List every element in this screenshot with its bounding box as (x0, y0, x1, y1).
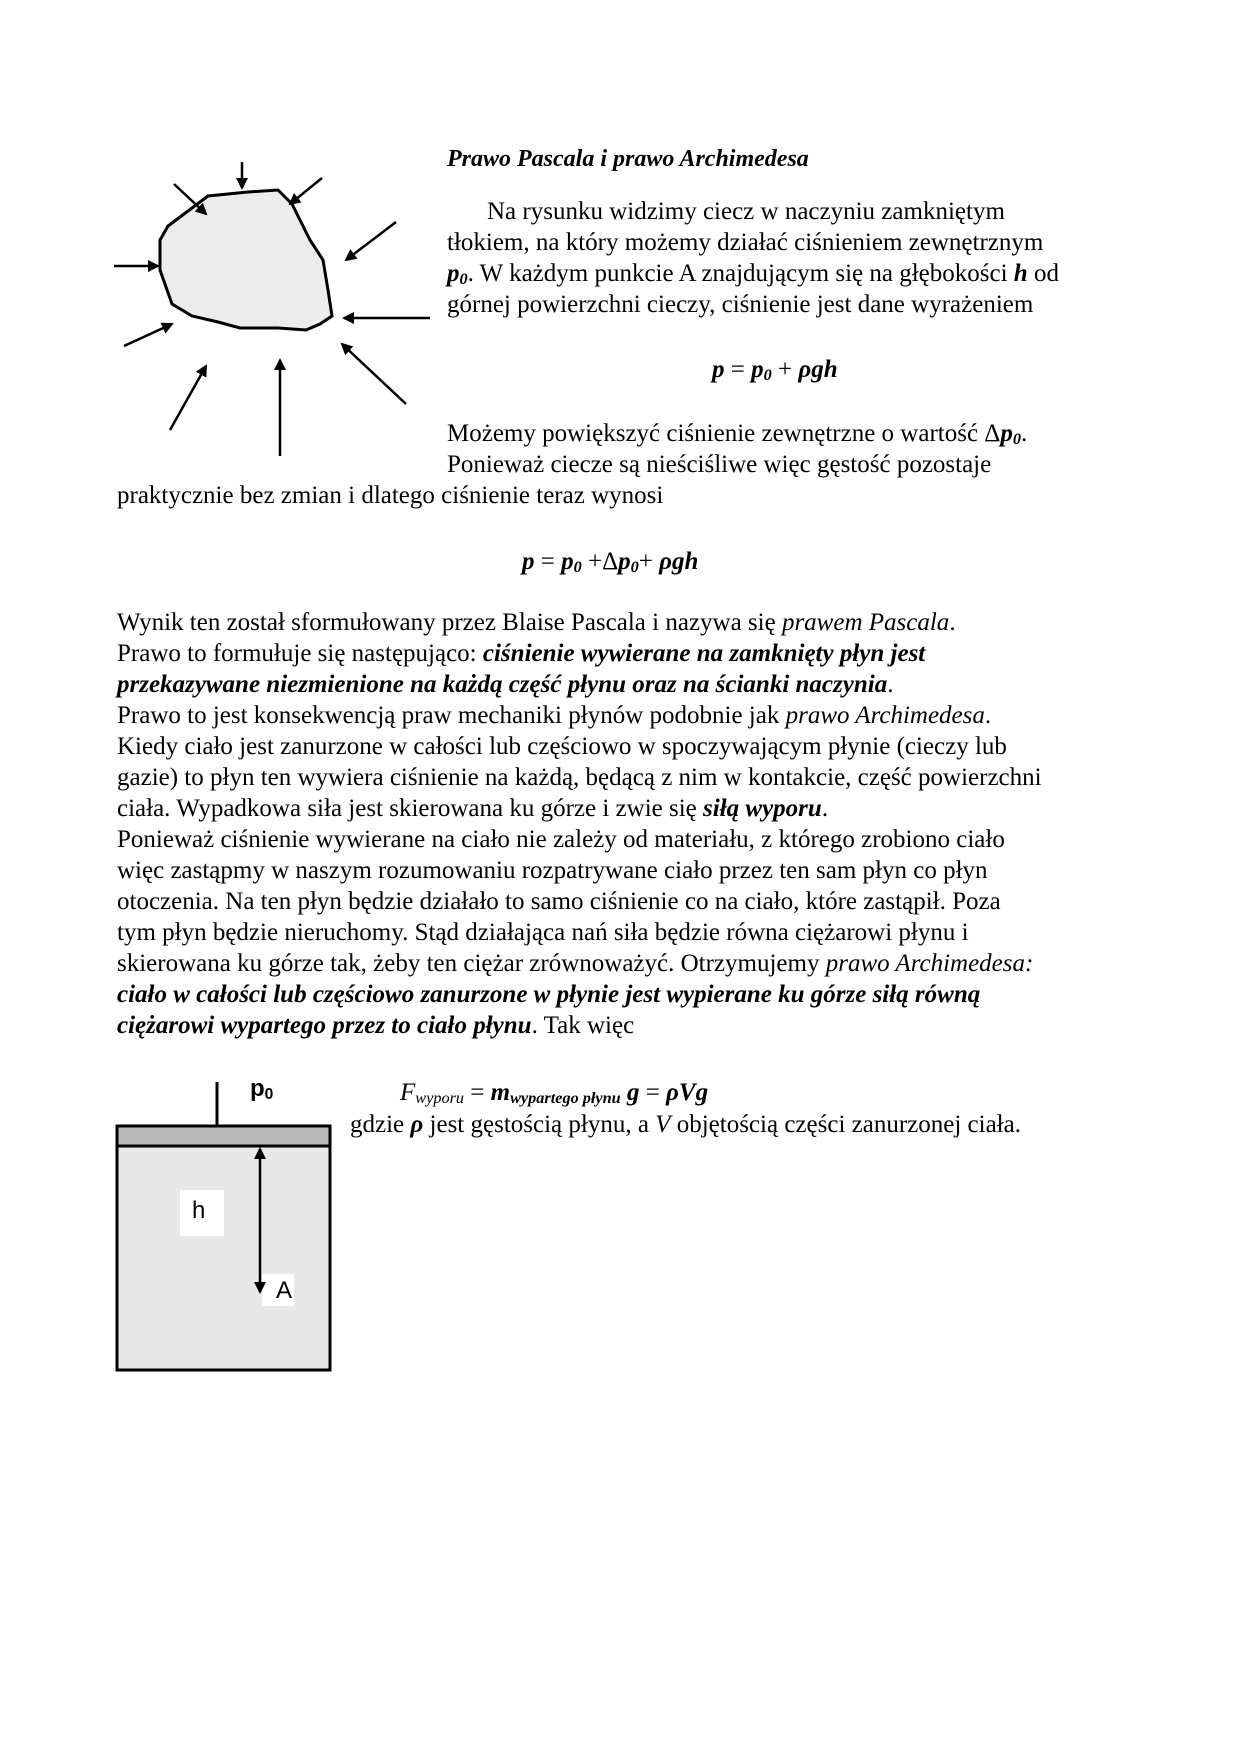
intro-line-2: tłokiem, na który możemy działać ciśnieniem zewnętrznym (447, 229, 1044, 256)
body-line-5: Kiedy ciało jest zanurzone w całości lub częściowo w spoczywającym płynie (cieczy lub (117, 733, 1007, 760)
body-line-12: skierowana ku górze tak, żeby ten ciężar zrównoważyć. Otrzymujemy prawo Archimedesa: (117, 950, 1034, 977)
point-label-a: A (276, 1277, 293, 1304)
body-line-6: gazie) to płyn ten wywiera ciśnienie na każdą, będącą z nim w kontakcie, część powierzchni (117, 764, 1042, 791)
para2-line-1: Możemy powiększyć ciśnienie zewnętrzne o wartość $\Delta p_0$. (447, 420, 1028, 448)
body-line-14: ciężarowi wypartego przez to ciało płynu. Tak więc (117, 1012, 635, 1039)
depth-label-h: h (192, 1197, 206, 1224)
body-line-10: otoczenia. Na ten płyn będzie działało to samo ciśnienie co na ciało, które zastąpił. Poza (117, 888, 1001, 915)
arrow-bottom-right (342, 344, 406, 404)
piston (117, 1126, 330, 1146)
intro-line-4: górnej powierzchni cieczy, ciśnienie jest dane wyrażeniem (447, 291, 1034, 318)
body-line-3: przekazywane niezmienione na każdą część płynu oraz na ścianki naczynia. (117, 671, 894, 698)
arrow-bottom-left (170, 366, 206, 430)
body-line-7: ciała. Wypadkowa siła jest skierowana ku górze i zwie się siłą wyporu. (117, 795, 829, 822)
vessel-piston-diagram (110, 1070, 350, 1400)
fluid-blob (160, 190, 332, 330)
arrow-right-upper (346, 222, 396, 260)
intro-line-1: Na rysunku widzimy ciecz w naczyniu zamkniętym (487, 198, 1005, 225)
intro-line-3: $p_0$. W każdym punkcie A znajdującym się na głębokości h od (447, 260, 1059, 288)
para2-line-2: Ponieważ ciecze są nieściśliwe więc gęstość pozostaje (447, 451, 992, 478)
page-title: Prawo Pascala i prawo Archimedesa (447, 146, 809, 172)
body-line-9: więc zastąpmy w naszym rozumowaniu rozpatrywane ciało przez ten sam płyn co płyn (117, 857, 988, 884)
formula-pascal-basic: $p = p_0 + \rho gh$ (712, 356, 838, 384)
formula-explanation: gdzie ρ jest gęstością płynu, a V objętością części zanurzonej ciała. (350, 1111, 1021, 1138)
arrow-top-right (290, 178, 322, 204)
body-line-11: tym płyn będzie nieruchomy. Stąd działająca nań siła będzie równa ciężarowi płynu i (117, 919, 969, 946)
body-line-4: Prawo to jest konsekwencją praw mechaniki płynów podobnie jak prawo Archimedesa. (117, 702, 992, 729)
formula-pascal-increased: $p = p_0 +\Delta p_0+ \rho gh$ (522, 548, 699, 576)
body-line-13: ciało w całości lub częściowo zanurzone w płynie jest wypierane ku górze siłą równą (117, 981, 981, 1008)
body-line-1: Wynik ten został sformułowany przez Blaise Pascala i nazywa się prawem Pascala. (117, 609, 956, 636)
formula-archimedes: $F_{wyporu} = m_{wypartego płynu}$ g = ρVg (400, 1079, 709, 1107)
vessel-body (117, 1126, 330, 1370)
body-line-2: Prawo to formułuje się następująco: ciśnienie wywierane na zamknięty płyn jest (117, 640, 926, 667)
body-line-8: Ponieważ ciśnienie wywierane na ciało nie zależy od materiału, z którego zrobiono ciało (117, 826, 1005, 853)
arrow-left-lower (124, 324, 172, 346)
piston-pressure-label: $p_0$ (250, 1075, 274, 1103)
para2-line-3: praktycznie bez zmian i dlatego ciśnienie teraz wynosi (117, 482, 664, 509)
